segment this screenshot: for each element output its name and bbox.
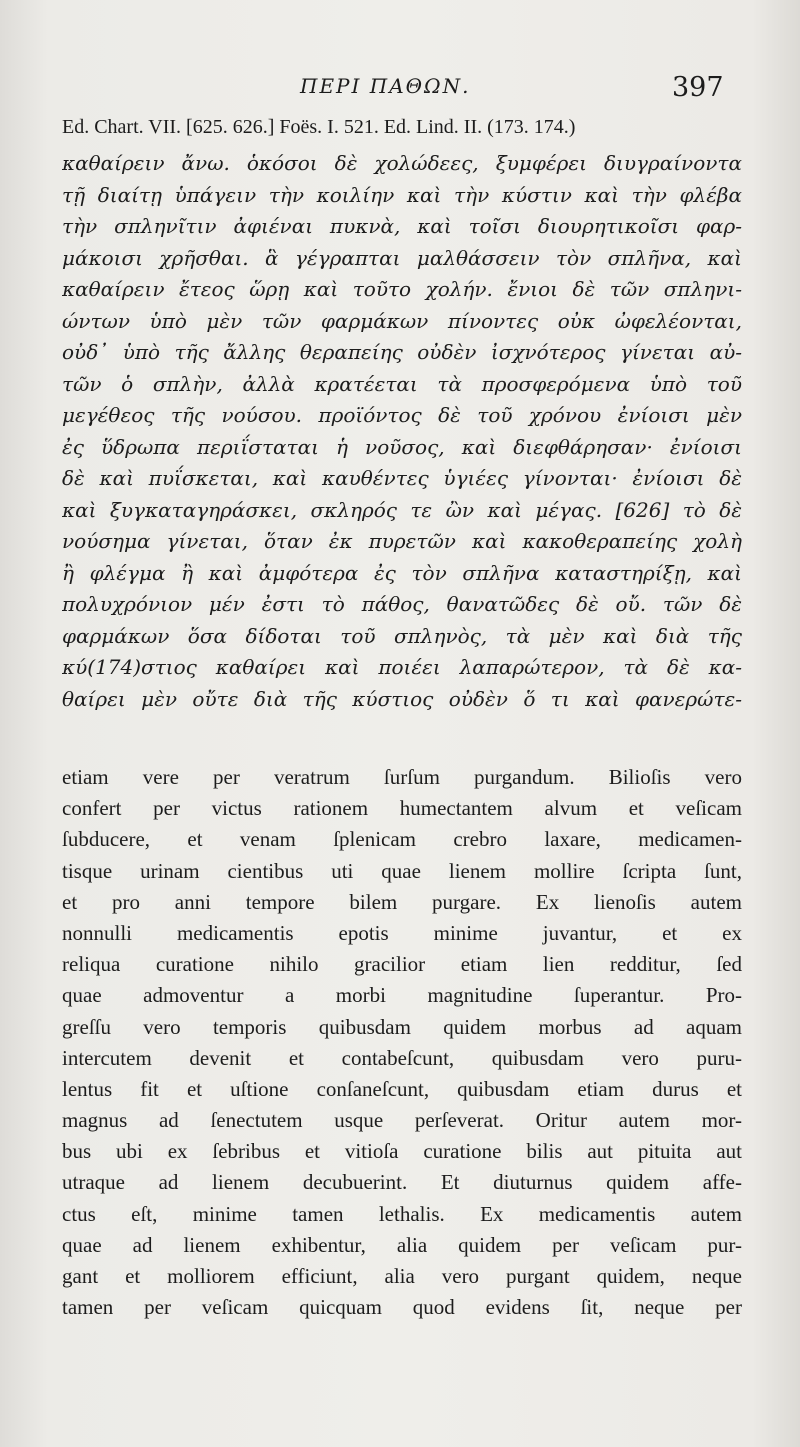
latin-text-line: etiam vere per veratrum ſurſum purgandum. Bilioſis vero — [62, 765, 742, 789]
running-title: ΠΕΡΙ ΠΑΘΩΝ. — [300, 74, 471, 98]
greek-text-line: καθαίρειν ἄνω. ὁκόσοι δὲ χολώδεες, ξυμφέρει διυγραίνοντα — [62, 151, 742, 175]
greek-text-line: ἢ φλέγμα ἢ καὶ ἀμφότερα ἐς τὸν σπλῆνα καταστηρίξῃ, καὶ — [62, 560, 742, 585]
latin-text-line: magnus ad ſenectutem usque perſeverat. Oritur autem mor- — [62, 1108, 742, 1133]
latin-text-line: greſſu vero temporis quibusdam quidem morbus ad aquam — [62, 1014, 742, 1039]
latin-text-line: intercutem devenit et contabeſcunt, quibusdam vero puru- — [62, 1045, 742, 1070]
greek-text-line: τῶν ὁ σπλὴν, ἀλλὰ κρατέεται τὰ προσφερόμενα ὑπὸ τοῦ — [62, 371, 742, 396]
latin-text-line: quae ad lienem exhibentur, alia quidem per veſicam pur- — [62, 1232, 742, 1257]
latin-text-line: et pro anni tempore bilem purgare. Ex lienoſis autem — [62, 889, 742, 914]
latin-text-line: lentus fit et uſtione conſaneſcunt, quibusdam etiam durus et — [62, 1076, 742, 1101]
greek-text-line: μεγέθεος τῆς νούσου. προϊόντος δὲ τοῦ χρόνου ἐνίοισι μὲν — [62, 403, 742, 427]
edition-reference-line: Ed. Chart. VII. [625. 626.] Foës. I. 521. Ed. Lind. II. (173. 174.) — [62, 116, 576, 138]
greek-text-line: ἐς ὕδρωπα περιΐσταται ἡ νοῦσος, καὶ διεφθάρησαν· ἐνίοισι — [62, 434, 742, 459]
latin-text-line: tamen per veſicam quicquam quod evidens ſit, neque per — [62, 1295, 742, 1320]
latin-text-line: confert per victus rationem humectantem alvum et veſicam — [62, 796, 742, 821]
latin-text-line: ctus eſt, minime tamen lethalis. Ex medicamentis autem — [62, 1201, 742, 1226]
latin-text-line: utraque ad lienem decubuerint. Et diuturnus quidem affe- — [62, 1170, 742, 1195]
greek-text-line: τῇ διαίτῃ ὑπάγειν τὴν κοιλίην καὶ τὴν κύστιν καὶ τὴν φλέβα — [62, 182, 742, 207]
latin-text-line: nonnulli medicamentis epotis minime juvantur, et ex — [62, 920, 742, 945]
latin-text-line: reliqua curatione nihilo gracilior etiam lien redditur, ſed — [62, 952, 742, 977]
latin-text-line: ſubducere, et venam ſplenicam crebro laxare, medicamen- — [62, 827, 742, 852]
latin-text-line: quae admoventur a morbi magnitudine ſuperantur. Pro- — [62, 983, 742, 1008]
greek-text-line: φαρμάκων ὅσα δίδοται τοῦ σπληνὸς, τὰ μὲν καὶ διὰ τῆς — [62, 623, 742, 648]
greek-text-line: οὐδ᾽ ὑπὸ τῆς ἄλλης θεραπείης οὐδὲν ἰσχνότερος γίνεται αὐ- — [62, 340, 742, 364]
running-head — [0, 72, 800, 112]
page-number: 397 — [672, 72, 724, 103]
greek-text-line: τὴν σπληνῖτιν ἀφιέναι πυκνὰ, καὶ τοῖσι διουρητικοῖσι φαρ- — [62, 214, 742, 238]
greek-text-line: καὶ ξυγκαταγηράσκει, σκληρός τε ὢν καὶ μέγας. [626] τὸ δὲ — [62, 497, 742, 522]
latin-text-line: tisque urinam cientibus uti quae lienem mollire ſcripta ſunt, — [62, 858, 742, 883]
greek-text-line: καθαίρειν ἔτεος ὥρῃ καὶ τοῦτο χολήν. ἔνιοι δὲ τῶν σπληνι- — [62, 277, 742, 301]
greek-text-line: δὲ καὶ πυΐσκεται, καὶ καυθέντες ὑγιέες γίνονται· ἐνίοισι δὲ — [62, 466, 742, 490]
greek-text-line: ώντων ὑπὸ μὲν τῶν φαρμάκων πίνοντες οὐκ ὠφελέονται, — [62, 308, 742, 333]
greek-text-block — [62, 148, 742, 715]
greek-text-line: νούσημα γίνεται, ὅταν ἐκ πυρετῶν καὶ κακοθεραπείης χολὴ — [62, 529, 742, 553]
latin-text-line: gant et molliorem efficiunt, alia vero purgant quidem, neque — [62, 1264, 742, 1288]
latin-text-line: bus ubi ex ſebribus et vitioſa curatione bilis aut pituita aut — [62, 1139, 742, 1164]
greek-text-line: πολυχρόνιον μέν ἐστι τὸ πάθος, θανατῶδες δὲ οὔ. τῶν δὲ — [62, 592, 742, 616]
greek-text-line: κύ(174)στιος καθαίρει καὶ ποιέει λαπαρώτερον, τὰ δὲ κα- — [62, 655, 742, 679]
greek-text-line: μάκοισι χρῆσθαι. ἃ γέγραπται μαλθάσσειν τὸν σπλῆνα, καὶ — [62, 245, 742, 270]
latin-text-block — [62, 762, 742, 1323]
greek-text-line: θαίρει μὲν οὔτε διὰ τῆς κύστιος οὐδὲν ὅ τι καὶ φανερώτε- — [62, 686, 742, 711]
